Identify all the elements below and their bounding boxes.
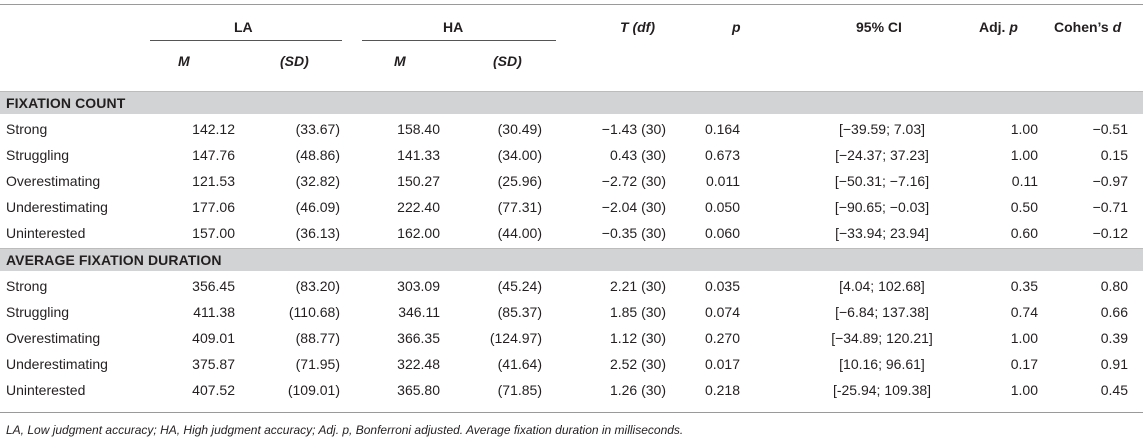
la-mean: 409.01 bbox=[192, 330, 235, 346]
ha-sd: (71.85) bbox=[497, 382, 542, 398]
ci-value: [10.16; 96.61] bbox=[839, 356, 925, 372]
header-la: LA bbox=[234, 19, 253, 35]
la-sd: (71.95) bbox=[295, 356, 340, 372]
ci-value: [−24.37; 37.23] bbox=[835, 147, 929, 163]
header-p: p bbox=[732, 19, 741, 35]
cohens-d-value: 0.91 bbox=[1100, 356, 1128, 372]
row-label: Strong bbox=[6, 121, 48, 137]
header-la-sd: (SD) bbox=[280, 53, 309, 69]
ci-value: [−39.59; 7.03] bbox=[838, 121, 926, 137]
bottom-rule bbox=[0, 412, 1143, 413]
table-row bbox=[0, 273, 1143, 299]
la-mean: 157.00 bbox=[192, 225, 235, 241]
cohens-d-value: 0.45 bbox=[1100, 382, 1128, 398]
row-label: Underestimating bbox=[6, 199, 108, 215]
row-label: Struggling bbox=[6, 304, 70, 320]
header-adj-p-text: Adj. p bbox=[979, 19, 1018, 35]
adj-p-value: 0.11 bbox=[1011, 173, 1038, 189]
header-cohens-d: Cohen’s d bbox=[1054, 19, 1122, 35]
t-value: 2.52 (30) bbox=[609, 356, 666, 372]
cohens-d-value: −0.71 bbox=[1092, 199, 1128, 215]
ha-mean: 150.27 bbox=[397, 173, 440, 189]
ci-value: [-25.94; 109.38] bbox=[832, 382, 932, 398]
table-row bbox=[0, 325, 1143, 351]
adj-p-value: 0.50 bbox=[1010, 199, 1038, 215]
ci-value: [−90.65; −0.03] bbox=[834, 199, 930, 215]
adj-p-value: 1.00 bbox=[1010, 147, 1038, 163]
t-value: −0.35 (30) bbox=[601, 225, 666, 241]
row-label: Overestimating bbox=[6, 173, 101, 189]
ci-value: [−34.89; 120.21] bbox=[831, 330, 933, 346]
p-value: 0.218 bbox=[704, 382, 740, 398]
header-ha-sd: (SD) bbox=[493, 53, 522, 69]
header-ha: HA bbox=[443, 19, 464, 35]
cohens-d-value: 0.80 bbox=[1100, 278, 1128, 294]
header-cohens-d-italic: d bbox=[1112, 19, 1122, 35]
p-value: 0.035 bbox=[704, 278, 740, 294]
ci-value: [4.04; 102.68] bbox=[839, 278, 925, 294]
section-title: AVERAGE FIXATION DURATION bbox=[6, 252, 222, 268]
la-sd: (48.86) bbox=[295, 147, 340, 163]
section-title: FIXATION COUNT bbox=[6, 95, 126, 111]
la-sd: (32.82) bbox=[295, 173, 340, 189]
ha-sd: (45.24) bbox=[497, 278, 542, 294]
header-t-df: T (df) bbox=[620, 19, 655, 35]
table-row bbox=[0, 377, 1143, 403]
p-value: 0.017 bbox=[704, 356, 740, 372]
ha-sd: (44.00) bbox=[497, 225, 542, 241]
adj-p-value: 1.00 bbox=[1010, 121, 1038, 137]
section-average-fixation-duration bbox=[0, 248, 1143, 271]
cohens-d-value: 0.39 bbox=[1100, 330, 1128, 346]
la-sd: (109.01) bbox=[287, 382, 340, 398]
ha-sd: (25.96) bbox=[497, 173, 542, 189]
section-fixation-count bbox=[0, 91, 1143, 114]
header-ci: 95% CI bbox=[856, 19, 902, 35]
t-value: 1.85 (30) bbox=[609, 304, 666, 320]
ha-mean: 303.09 bbox=[397, 278, 440, 294]
la-sd: (88.77) bbox=[295, 330, 340, 346]
ha-mean: 222.40 bbox=[397, 199, 440, 215]
t-value: 1.12 (30) bbox=[609, 330, 666, 346]
ha-mean: 141.33 bbox=[397, 147, 440, 163]
ha-mean: 365.80 bbox=[397, 382, 440, 398]
p-value: 0.011 bbox=[706, 173, 740, 189]
t-value: 1.26 (30) bbox=[609, 382, 666, 398]
ha-mean: 366.35 bbox=[397, 330, 440, 346]
ha-mean: 322.48 bbox=[397, 356, 440, 372]
la-mean: 407.52 bbox=[192, 382, 235, 398]
ha-mean: 158.40 bbox=[397, 121, 440, 137]
ha-sd: (30.49) bbox=[497, 121, 542, 137]
ha-mean: 162.00 bbox=[397, 225, 440, 241]
adj-p-value: 1.00 bbox=[1010, 330, 1038, 346]
cohens-d-value: 0.66 bbox=[1100, 304, 1128, 320]
row-label: Uninterested bbox=[6, 382, 86, 398]
header-la-mean: M bbox=[178, 53, 190, 69]
header-adj-p-italic: p bbox=[1009, 19, 1018, 35]
la-sd: (46.09) bbox=[295, 199, 340, 215]
p-value: 0.673 bbox=[704, 147, 740, 163]
header-ha-mean: M bbox=[394, 53, 406, 69]
header-adj-p bbox=[979, 19, 1018, 35]
p-value: 0.060 bbox=[704, 225, 740, 241]
la-mean: 356.45 bbox=[192, 278, 235, 294]
la-mean: 375.87 bbox=[192, 356, 235, 372]
top-rule bbox=[0, 4, 1143, 5]
row-label: Uninterested bbox=[6, 225, 86, 241]
t-value: −2.04 (30) bbox=[601, 199, 666, 215]
ci-value: [−6.84; 137.38] bbox=[835, 304, 929, 320]
t-value: 0.43 (30) bbox=[609, 147, 666, 163]
la-mean: 177.06 bbox=[192, 199, 235, 215]
ci-value: [−50.31; −7.16] bbox=[834, 173, 930, 189]
la-sd: (110.68) bbox=[288, 304, 340, 320]
cohens-d-value: −0.97 bbox=[1092, 173, 1128, 189]
p-value: 0.074 bbox=[704, 304, 740, 320]
table-footnote: LA, Low judgment accuracy; HA, High judgment accuracy; Adj. p, Bonferroni adjusted. Average fixation duration in milliseconds. bbox=[6, 423, 684, 437]
ha-sd: (34.00) bbox=[497, 147, 542, 163]
cohens-d-value: 0.15 bbox=[1100, 147, 1128, 163]
t-value: −2.72 (30) bbox=[601, 173, 666, 189]
table-row bbox=[0, 351, 1143, 377]
la-sd: (36.13) bbox=[295, 225, 340, 241]
ha-group-rule bbox=[362, 40, 556, 41]
la-mean: 142.12 bbox=[192, 121, 235, 137]
table-row bbox=[0, 299, 1143, 325]
adj-p-value: 0.35 bbox=[1010, 278, 1038, 294]
t-value: −1.43 (30) bbox=[601, 121, 666, 137]
la-mean: 147.76 bbox=[192, 147, 235, 163]
p-value: 0.164 bbox=[704, 121, 740, 137]
ha-sd: (77.31) bbox=[497, 199, 542, 215]
la-group-rule bbox=[150, 40, 342, 41]
p-value: 0.050 bbox=[704, 199, 740, 215]
cohens-d-value: −0.12 bbox=[1092, 225, 1128, 241]
ha-sd: (124.97) bbox=[489, 330, 542, 346]
adj-p-value: 0.17 bbox=[1010, 356, 1038, 372]
ha-sd: (85.37) bbox=[497, 304, 542, 320]
la-mean: 411.38 bbox=[193, 304, 235, 320]
la-sd: (33.67) bbox=[295, 121, 340, 137]
t-value: 2.21 (30) bbox=[609, 278, 666, 294]
table-row bbox=[0, 142, 1143, 168]
p-value: 0.270 bbox=[704, 330, 740, 346]
adj-p-value: 0.74 bbox=[1010, 304, 1038, 320]
adj-p-value: 0.60 bbox=[1010, 225, 1038, 241]
cohens-d-value: −0.51 bbox=[1092, 121, 1128, 137]
table-row bbox=[0, 194, 1143, 220]
row-label: Struggling bbox=[6, 147, 70, 163]
la-sd: (83.20) bbox=[295, 278, 340, 294]
row-label: Overestimating bbox=[6, 330, 101, 346]
ci-value: [−33.94; 23.94] bbox=[835, 225, 929, 241]
ha-mean: 346.11 bbox=[398, 304, 440, 320]
row-label: Underestimating bbox=[6, 356, 108, 372]
row-label: Strong bbox=[6, 278, 48, 294]
table-row bbox=[0, 168, 1143, 194]
adj-p-value: 1.00 bbox=[1010, 382, 1038, 398]
table-row bbox=[0, 220, 1143, 246]
table-row bbox=[0, 116, 1143, 142]
la-mean: 121.53 bbox=[192, 173, 235, 189]
ha-sd: (41.64) bbox=[497, 356, 542, 372]
